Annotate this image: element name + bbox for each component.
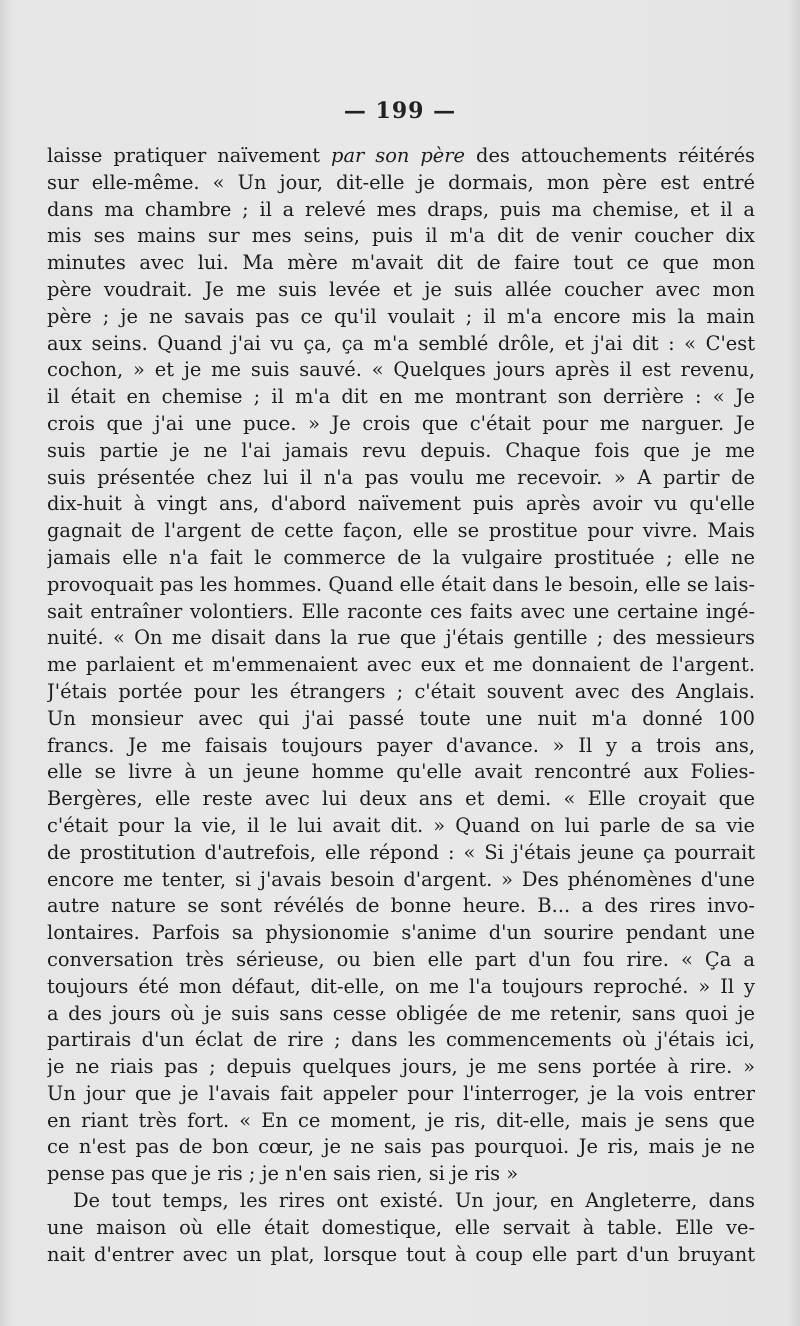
text-line: autre nature se sont révélés de bonne heure. B... a des rires invo- [47,894,755,918]
text-run: des attouchements réitérés [465,144,755,167]
text-line: cochon, » et je me suis sauvé. « Quelques jours après il est revenu, [47,358,755,382]
text-line: lontaires. Parfois sa physionomie s'anime d'un sourire pendant une [47,921,755,945]
text-line: sait entraîner volontiers. Elle raconte ces faits avec une certaine ingé- [47,599,755,623]
text-line: sur elle-même. « Un jour, dit-elle je dormais, mon père est entré [47,170,755,194]
text-line: crois que j'ai une puce. » Je crois que c'était pour me narguer. Je [47,411,755,435]
text-line: suis partie je ne l'ai jamais revu depuis. Chaque fois que je me [47,438,755,462]
text-line: c'était pour la vie, il le lui avait dit. » Quand on lui parle de sa vie [47,813,755,837]
body-text [47,143,755,1268]
text-line: nait d'entrer avec un plat, lorsque tout à coup elle part d'un bruyant [47,1242,755,1266]
text-line: Un jour que je l'avais fait appeler pour l'interroger, je la vois entrer [47,1081,755,1105]
text-line: partirais d'un éclat de rire ; dans les commencements où j'étais ici, [47,1028,755,1052]
emphasis-text: par son père [331,144,466,167]
text-run: laisse pratiquer naïvement [47,144,332,167]
text-line: père ; je ne savais pas ce qu'il voulait ; il m'a encore mis la main [47,304,755,328]
paragraph-start-line: De tout temps, les rires ont existé. Un jour, en Angleterre, dans [73,1189,755,1213]
text-line: conversation très sérieuse, ou bien elle part d'un fou rire. « Ça a [47,947,755,971]
text-line [47,143,755,170]
text-line: gagnait de l'argent de cette façon, elle se prostitue pour vivre. Mais [47,519,755,543]
text-line: suis présentée chez lui il n'a pas voulu me recevoir. » A partir de [47,465,755,489]
text-line: père voudrait. Je me suis levée et je suis allée coucher avec mon [47,277,755,301]
text-line: mis ses mains sur mes seins, puis il m'a dit de venir coucher dix [47,224,755,248]
text-line: en riant très fort. « En ce moment, je ris, dit-elle, mais je sens que [47,1108,755,1132]
text-line: a des jours où je suis sans cesse obligée de me retenir, sans quoi je [47,1001,755,1025]
text-line: de prostitution d'autrefois, elle répond : « Si j'étais jeune ça pourrait [47,840,755,864]
text-line: dans ma chambre ; il a relevé mes draps, puis ma chemise, et il a [47,197,755,221]
text-line: elle se livre à un jeune homme qu'elle avait rencontré aux Folies- [47,760,755,784]
text-line: Bergères, elle reste avec lui deux ans et demi. « Elle croyait que [47,787,755,811]
text-line: aux seins. Quand j'ai vu ça, ça m'a semblé drôle, et j'ai dit : « C'est [47,331,755,355]
text-line: je ne riais pas ; depuis quelques jours, je me sens portée à rire. » [47,1055,755,1079]
text-line: dix-huit à vingt ans, d'abord naïvement puis après avoir vu qu'elle [47,492,755,516]
text-line: encore me tenter, si j'avais besoin d'argent. » Des phénomènes d'une [47,867,755,891]
text-line: nuité. « On me disait dans la rue que j'étais gentille ; des messieurs [47,626,755,650]
text-line: pense pas que je ris ; je n'en sais rien, si je ris » [47,1162,519,1186]
text-line: J'étais portée pour les étrangers ; c'était souvent avec des Anglais. [47,679,755,703]
text-line: francs. Je me faisais toujours payer d'avance. » Il y a trois ans, [47,733,755,757]
text-line: ce n'est pas de bon cœur, je ne sais pas pourquoi. Je ris, mais je ne [47,1135,755,1159]
text-line: une maison où elle était domestique, elle servait à table. Elle ve- [47,1215,755,1239]
text-line: toujours été mon défaut, dit-elle, on me l'a toujours reproché. » Il y [47,974,755,998]
page-number: — 199 — [343,98,457,124]
text-line: jamais elle n'a fait le commerce de la vulgaire prostituée ; elle ne [47,545,755,569]
text-line: provoquait pas les hommes. Quand elle était dans le besoin, elle se lais- [47,572,755,596]
text-line: il était en chemise ; il m'a dit en me montrant son derrière : « Je [47,385,755,409]
text-line: minutes avec lui. Ma mère m'avait dit de faire tout ce que mon [47,251,755,275]
text-line: me parlaient et m'emmenaient avec eux et me donnaient de l'argent. [47,653,755,677]
text-line: Un monsieur avec qui j'ai passé toute une nuit m'a donné 100 [47,706,755,730]
